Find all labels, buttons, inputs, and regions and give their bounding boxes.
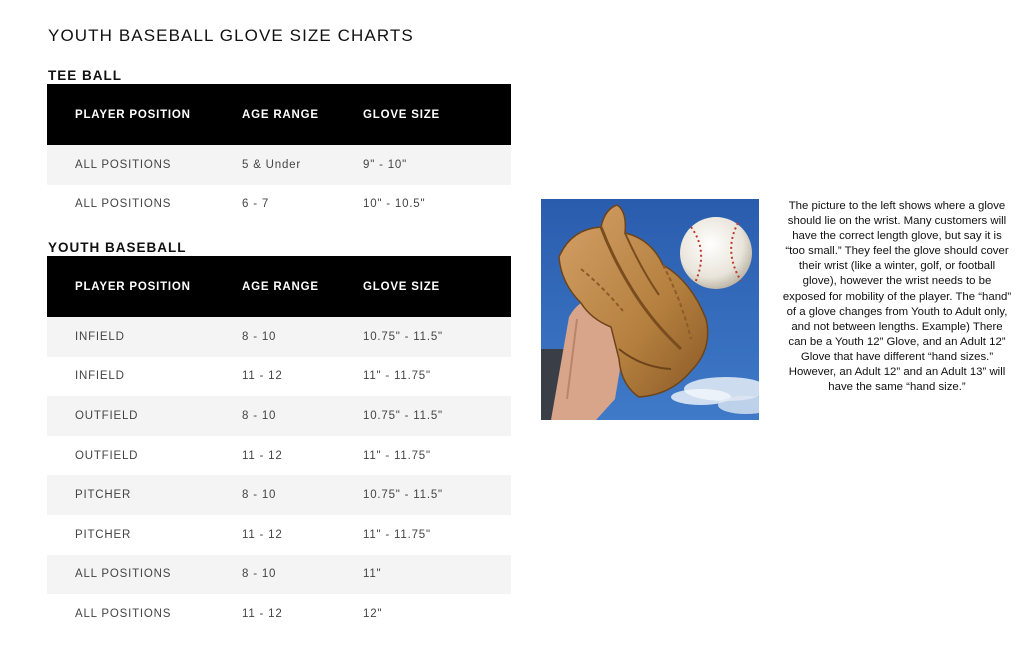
table-row (47, 145, 511, 185)
table-row (47, 555, 511, 595)
tee-ball-size-table (47, 84, 511, 224)
cell-age-range: 11 - 12 (215, 436, 363, 476)
cell-glove-size: 10.75" - 11.5" (363, 317, 511, 357)
cell-glove-size: 10.75" - 11.5" (363, 475, 511, 515)
cell-glove-size: 11" (363, 555, 511, 595)
table-row (47, 436, 511, 476)
cell-position: ALL POSITIONS (47, 555, 215, 595)
section-title-tee-ball: TEE BALL (48, 68, 122, 83)
section-title-youth-baseball: YOUTH BASEBALL (48, 240, 187, 255)
header-player-position: PLAYER POSITION (47, 84, 215, 145)
glove-fit-note: The picture to the left shows where a glove should lie on the wrist. Many customers will have the correct length glove, but say it is “too small.” They feel the glove should cover their wrist (like a winter, golf, or football glove), however the wrist needs to be exposed for mobility of the player. The “hand” of a glove changes from Youth to Adult only, and not between lengths. Example) There can be a Youth 12” Glove, and an Adult 12” Glove that have different “hand sizes.” However, an Adult 12” and an Adult 13” will have the same “hand size.” (782, 200, 1012, 394)
cell-age-range: 8 - 10 (215, 475, 363, 515)
table-header-row (47, 256, 511, 317)
header-player-position: PLAYER POSITION (47, 256, 215, 317)
cell-age-range: 11 - 12 (215, 594, 363, 634)
cell-glove-size: 11" - 11.75" (363, 436, 511, 476)
header-age-range: AGE RANGE (215, 84, 363, 145)
page-title: YOUTH BASEBALL GLOVE SIZE CHARTS (48, 26, 414, 45)
cell-glove-size: 9" - 10" (363, 145, 511, 185)
cell-position: ALL POSITIONS (47, 594, 215, 634)
cell-glove-size: 11" - 11.75" (363, 357, 511, 397)
table-row (47, 594, 511, 634)
cell-position: INFIELD (47, 357, 215, 397)
cell-glove-size: 11" - 11.75" (363, 515, 511, 555)
cell-age-range: 6 - 7 (215, 185, 363, 225)
cell-position: INFIELD (47, 317, 215, 357)
table-row (47, 185, 511, 225)
cell-glove-size: 12" (363, 594, 511, 634)
cell-age-range: 11 - 12 (215, 515, 363, 555)
table-row (47, 515, 511, 555)
table-header-row (47, 84, 511, 145)
table-row (47, 475, 511, 515)
glove-catching-ball-photo (541, 199, 759, 420)
youth-baseball-size-table (47, 256, 511, 634)
header-glove-size: GLOVE SIZE (363, 84, 511, 145)
cell-position: OUTFIELD (47, 396, 215, 436)
header-age-range: AGE RANGE (215, 256, 363, 317)
cell-age-range: 8 - 10 (215, 396, 363, 436)
table-row (47, 357, 511, 397)
table-row (47, 317, 511, 357)
cell-glove-size: 10" - 10.5" (363, 185, 511, 225)
cell-age-range: 5 & Under (215, 145, 363, 185)
cell-position: PITCHER (47, 515, 215, 555)
cell-position: PITCHER (47, 475, 215, 515)
cell-age-range: 8 - 10 (215, 317, 363, 357)
cell-position: ALL POSITIONS (47, 145, 215, 185)
header-glove-size: GLOVE SIZE (363, 256, 511, 317)
table-row (47, 396, 511, 436)
cell-glove-size: 10.75" - 11.5" (363, 396, 511, 436)
cell-age-range: 8 - 10 (215, 555, 363, 595)
cell-position: ALL POSITIONS (47, 185, 215, 225)
cell-position: OUTFIELD (47, 436, 215, 476)
cell-age-range: 11 - 12 (215, 357, 363, 397)
